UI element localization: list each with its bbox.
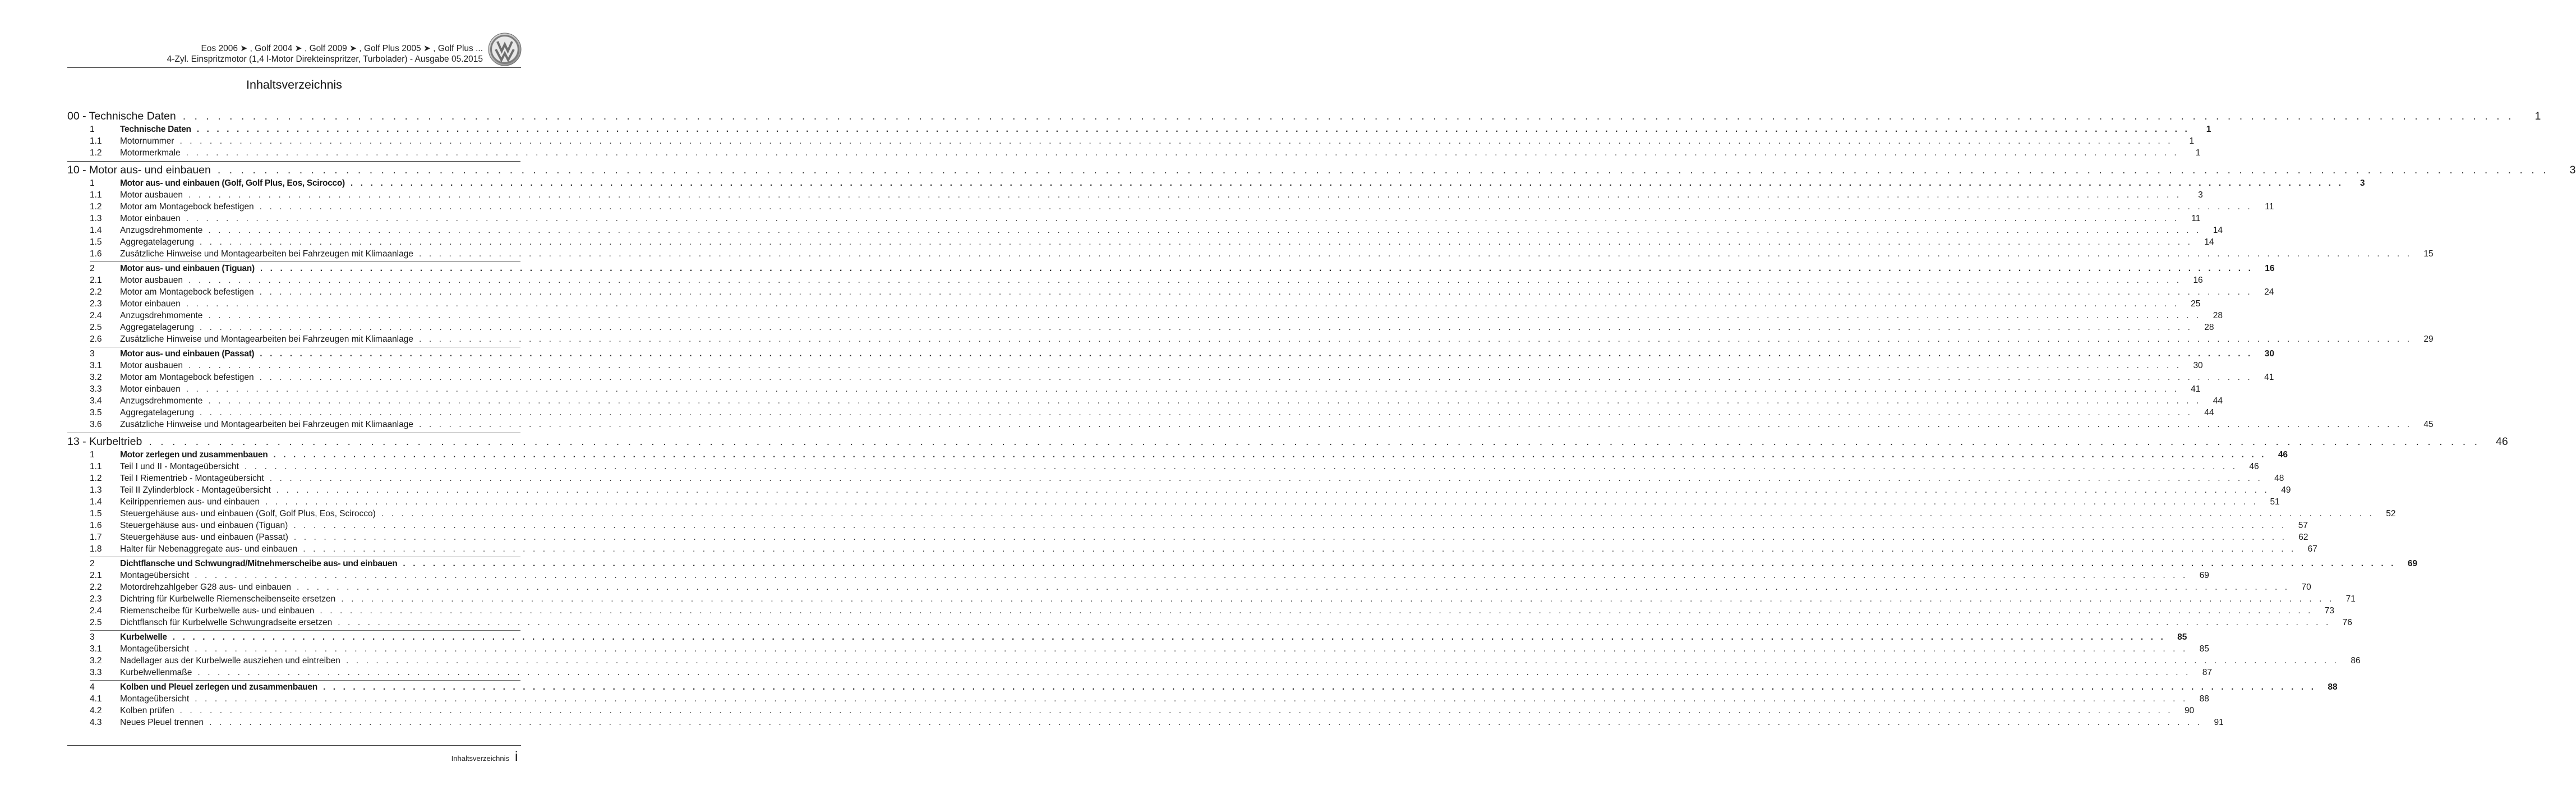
toc-page-number: 88 bbox=[2199, 694, 2209, 704]
toc-label: Kolben und Pleuel zerlegen und zusammenbauen bbox=[120, 682, 317, 692]
toc-label: Teil II Zylinderblock - Montageübersicht bbox=[120, 485, 271, 495]
toc-page-number: 16 bbox=[2265, 264, 2275, 273]
dot-leader: . . . . . . . . . . . . . . . . . . . . . . . . . . . . . . . . . . . . . . . . . . . . . . . . . . . . . . . . . . . . . . . . . . . . . . . . . . . . . . . . . . . . . . . . . . . . . . . . . . . . . . . . . . . . . . . . . . . . . . . . . . . . . . . . . . . . . . . . . . . . . . . . . . . . . . . . . . . . . . . . . . . . . . . . . . . . . . . . . . . . . . . . . . . . . . . . . . . . . . . . bbox=[338, 618, 2331, 627]
dot-leader: . . . . . . . . . . . . . . . . . . . . . . . . . . . . . . . . . . . . . . . . . . . . . . . . . . . . . . . . . . . . . . . . . . . . . . . . . . . . . . . . . . . . . . . . . . . . . . . . . . . . . . . . . . . . . . . . . . . . . . . . . . . . . . . . . . . . . . . . . . . . . . . . . . . . . . . . . . . . . . . . . . . . . . . . . . . . . . . . . . . . . . . . . . . . . . . . . . . . . . . . bbox=[419, 334, 2412, 344]
dot-leader: . . . . . . . . . . . . . . . . . . . . . . . . . . . . . . . . . . . . . . . . . . . . . . . . . . . . . . . . . . . . . . . . . . . . . . . . . . . . . . . . . . . . . . . . . . . . . . . . . . . . . . . . . . . . . . . . . . . . . . . . . . . . . . . . . . . . . . . . . . . . . . . . . . . . . . . . . . . . . . . . . . . . . . . . . . . . . . . . . . . . . . . . . . . . . . . . . . . . . . . . bbox=[217, 164, 2549, 176]
footer-label: Inhaltsverzeichnis bbox=[451, 754, 509, 763]
dot-leader: . . . . . . . . . . . . . . . . . . . . . . . . . . . . . . . . . . . . . . . . . . . . . . . . . . . . . . . . . . . . . . . . . . . . . . . . . . . . . . . . . . . . . . . . . . . . . . . . . . . . . . . . . . . . . . . . . . . . . . . . . . . . . . . . . . . . . . . . . . . . . . . . . . . . . . . . . . . . . . . . . . . . . . . . . . . . . . . . . . . . . . . . . . . . . . . . . . . . . . . . bbox=[297, 582, 2290, 592]
footer-divider bbox=[67, 745, 521, 746]
toc-entry[interactable] bbox=[67, 395, 2223, 407]
toc-number: 3.1 bbox=[90, 644, 102, 654]
toc-label: Aggregatelagerung bbox=[120, 408, 194, 417]
toc-page-number: 15 bbox=[2423, 249, 2434, 259]
toc-entry[interactable] bbox=[67, 310, 2223, 322]
toc-label: Nadellager aus der Kurbelwelle ausziehen und eintreiben bbox=[120, 656, 340, 666]
section-divider bbox=[90, 261, 520, 262]
toc-entry[interactable] bbox=[67, 286, 2274, 298]
toc-label: Montageübersicht bbox=[120, 571, 190, 580]
toc-number: 4 bbox=[90, 682, 95, 692]
toc-page-number: 69 bbox=[2407, 559, 2418, 568]
toc-page-number: 46 bbox=[2278, 450, 2288, 460]
toc-number: 1 bbox=[90, 450, 95, 460]
toc-page-number: 76 bbox=[2342, 618, 2352, 627]
dot-leader: . . . . . . . . . . . . . . . . . . . . . . . . . . . . . . . . . . . . . . . . . . . . . . . . . . . . . . . . . . . . . . . . . . . . . . . . . . . . . . . . . . . . . . . . . . . . . . . . . . . . . . . . . . . . . . . . . . . . . . . . . . . . . . . . . . . . . . . . . . . . . . . . . . . . . . . . . . . . . . . . . . . . . . . . . . . . . . . . . . . . . . . . . . . . . . . . . . . . . . . . bbox=[186, 299, 2179, 309]
toc-label: Aggregatelagerung bbox=[120, 237, 194, 247]
toc-label: Technische Daten bbox=[120, 125, 191, 134]
toc-page-number: 28 bbox=[2204, 323, 2214, 332]
toc-number: 1 bbox=[90, 178, 95, 188]
header-engine-line: 4-Zyl. Einspritzmotor (1,4 l-Motor Direkteinspritzer, Turbolader) - Ausgabe 05.2015 bbox=[167, 54, 483, 64]
toc-entry[interactable] bbox=[67, 333, 2434, 345]
dot-leader: . . . . . . . . . . . . . . . . . . . . . . . . . . . . . . . . . . . . . . . . . . . . . . . . . . . . . . . . . . . . . . . . . . . . . . . . . . . . . . . . . . . . . . . . . . . . . . . . . . . . . . . . . . . . . . . . . . . . . . . . . . . . . . . . . . . . . . . . . . . . . . . . . . . . . . . . . . . . . . . . . . . . . . . . . . . . . . . . . . . . . . . . . . . . . . . . . . . . . . . . bbox=[208, 226, 2201, 235]
toc-entry[interactable] bbox=[67, 570, 2209, 581]
dot-leader: . . . . . . . . . . . . . . . . . . . . . . . . . . . . . . . . . . . . . . . . . . . . . . . . . . . . . . . . . . . . . . . . . . . . . . . . . . . . . . . . . . . . . . . . . . . . . . . . . . . . . . . . . . . . . . . . . . . . . . . . . . . . . . . . . . . . . . . . . . . . . . . . . . . . . . . . . . . . . . . . . . . . . . . . . . . . . . . . . . . . . . . . . . . . . . . . . . . . . . . . bbox=[403, 559, 2397, 568]
toc-entry[interactable] bbox=[67, 643, 2209, 655]
toc-number: 1.4 bbox=[90, 497, 102, 507]
toc-number: 2.4 bbox=[90, 311, 102, 320]
toc-label: Zusätzliche Hinweise und Montagearbeiten bei Fahrzeugen mit Klimaanlage bbox=[120, 420, 413, 429]
toc-page-number: 90 bbox=[2184, 706, 2195, 715]
toc-number: 1.1 bbox=[90, 190, 102, 200]
toc-page-number: 41 bbox=[2191, 384, 2201, 394]
dot-leader: . . . . . . . . . . . . . . . . . . . . . . . . . . . . . . . . . . . . . . . . . . . . . . . . . . . . . . . . . . . . . . . . . . . . . . . . . . . . . . . . . . . . . . . . . . . . . . . . . . . . . . . . . . . . . . . . . . . . . . . . . . . . . . . . . . . . . . . . . . . . . . . . . . . . . . . . . . . . . . . . . . . . . . . . . . . . . . . . . . . . . . . . . . . . . . . . . . . . . . . . bbox=[172, 632, 2166, 642]
toc-entry[interactable] bbox=[67, 213, 2201, 224]
toc-section[interactable] bbox=[67, 449, 2288, 461]
toc-number: 1 bbox=[90, 125, 95, 134]
toc-number: 1.4 bbox=[90, 226, 102, 235]
toc-number: 1.1 bbox=[90, 462, 102, 471]
dot-leader: . . . . . . . . . . . . . . . . . . . . . . . . . . . . . . . . . . . . . . . . . . . . . . . . . . . . . . . . . . . . . . . . . . . . . . . . . . . . . . . . . . . . . . . . . . . . . . . . . . . . . . . . . . . . . . . . . . . . . . . . . . . . . . . . . . . . . . . . . . . . . . . . . . . . . . . . . . . . . . . . . . . . . . . . . . . . . . . . . . . . . . . . . . . . . . . . . . . . . . . . bbox=[188, 276, 2182, 285]
toc-label: Motor ausbauen bbox=[120, 190, 183, 200]
toc-label: Dichtring für Kurbelwelle Riemenscheibenseite ersetzen bbox=[120, 594, 336, 604]
toc-entry[interactable] bbox=[67, 461, 2259, 472]
toc-page-number: 14 bbox=[2213, 226, 2223, 235]
toc-number: 3.4 bbox=[90, 396, 102, 406]
toc-label: Motor aus- und einbauen (Tiguan) bbox=[120, 264, 255, 273]
toc-page-number: 3 bbox=[2569, 164, 2576, 176]
toc-entry[interactable] bbox=[67, 407, 2214, 419]
toc-page-number: 57 bbox=[2298, 521, 2308, 530]
toc-number: 2.5 bbox=[90, 618, 102, 627]
chapter-divider bbox=[67, 161, 520, 162]
toc-page-number: 67 bbox=[2307, 544, 2317, 554]
toc-label: Teil I Riementrieb - Montageübersicht bbox=[120, 474, 264, 483]
toc-page-number: 85 bbox=[2199, 644, 2209, 654]
toc-entry[interactable] bbox=[67, 520, 2308, 531]
toc-number: 2.2 bbox=[90, 287, 102, 297]
toc-label: Motor ausbauen bbox=[120, 361, 183, 370]
toc-number: 2.1 bbox=[90, 571, 102, 580]
dot-leader: . . . . . . . . . . . . . . . . . . . . . . . . . . . . . . . . . . . . . . . . . . . . . . . . . . . . . . . . . . . . . . . . . . . . . . . . . . . . . . . . . . . . . . . . . . . . . . . . . . . . . . . . . . . . . . . . . . . . . . . . . . . . . . . . . . . . . . . . . . . . . . . . . . . . . . . . . . . . . . . . . . . . . . . . . . . . . . . . . . . . . . . . . . . . . . . . . . . . . . . . bbox=[350, 178, 2344, 188]
toc-label: 13 - Kurbeltrieb bbox=[67, 435, 142, 448]
toc-page-number: 16 bbox=[2193, 276, 2203, 285]
toc-label: Motor zerlegen und zusammenbauen bbox=[120, 450, 268, 460]
toc-number: 4.3 bbox=[90, 718, 102, 727]
toc-entry[interactable] bbox=[67, 593, 2356, 605]
toc-page-number: 69 bbox=[2199, 571, 2209, 580]
toc-label: Keilrippenriemen aus- und einbauen bbox=[120, 497, 260, 507]
dot-leader: . . . . . . . . . . . . . . . . . . . . . . . . . . . . . . . . . . . . . . . . . . . . . . . . . . . . . . . . . . . . . . . . . . . . . . . . . . . . . . . . . . . . . . . . . . . . . . . . . . . . . . . . . . . . . . . . . . . . . . . . . . . . . . . . . . . . . . . . . . . . . . . . . . . . . . . . . . . . . . . . . . . . . . . . . . . . . . . . . . . . . . . . . . . . . . . . . . . . . . . . bbox=[273, 450, 2267, 460]
toc-chapter[interactable] bbox=[67, 163, 2576, 177]
dot-leader: . . . . . . . . . . . . . . . . . . . . . . . . . . . . . . . . . . . . . . . . . . . . . . . . . . . . . . . . . . . . . . . . . . . . . . . . . . . . . . . . . . . . . . . . . . . . . . . . . . . . . . . . . . . . . . . . . . . . . . . . . . . . . . . . . . . . . . . . . . . . . . . . . . . . . . . . . . . . . . . . . . . . . . . . . . . . . . . . . . . . . . . . . . . . . . . . . . . . . . . . bbox=[269, 474, 2263, 483]
toc-entry[interactable] bbox=[67, 543, 2317, 555]
toc-page-number: 49 bbox=[2281, 485, 2291, 495]
toc-page-number: 44 bbox=[2204, 408, 2214, 417]
toc-label: Riemenscheibe für Kurbelwelle aus- und einbauen bbox=[120, 606, 315, 616]
toc-entry[interactable] bbox=[67, 322, 2214, 333]
table-of-contents bbox=[67, 109, 2576, 728]
toc-number: 1.2 bbox=[90, 202, 102, 212]
dot-leader: . . . . . . . . . . . . . . . . . . . . . . . . . . . . . . . . . . . . . . . . . . . . . . . . . . . . . . . . . . . . . . . . . . . . . . . . . . . . . . . . . . . . . . . . . . . . . . . . . . . . . . . . . . . . . . . . . . . . . . . . . . . . . . . . . . . . . . . . . . . . . . . . . . . . . . . . . . . . . . . . . . . . . . . . . . . . . . . . . . . . . . . . . . . . . . . . . . . . . . . . bbox=[259, 287, 2253, 297]
toc-label: Anzugsdrehmomente bbox=[120, 396, 203, 406]
toc-page-number: 88 bbox=[2328, 682, 2338, 692]
toc-page-number: 1 bbox=[2195, 148, 2201, 158]
toc-number: 3.6 bbox=[90, 420, 102, 429]
toc-page-number: 28 bbox=[2213, 311, 2223, 320]
toc-number: 1.2 bbox=[90, 148, 102, 158]
toc-label: Motor aus- und einbauen (Passat) bbox=[120, 349, 255, 359]
toc-label: Halter für Nebenaggregate aus- und einbauen bbox=[120, 544, 298, 554]
toc-page-number: 11 bbox=[2191, 214, 2201, 223]
toc-label: Motormerkmale bbox=[120, 148, 181, 158]
toc-number: 2.5 bbox=[90, 323, 102, 332]
toc-label: Motor am Montagebock befestigen bbox=[120, 287, 254, 297]
toc-label: 00 - Technische Daten bbox=[67, 110, 176, 122]
dot-leader: . . . . . . . . . . . . . . . . . . . . . . . . . . . . . . . . . . . . . . . . . . . . . . . . . . . . . . . . . . . . . . . . . . . . . . . . . . . . . . . . . . . . . . . . . . . . . . . . . . . . . . . . . . . . . . . . . . . . . . . . . . . . . . . . . . . . . . . . . . . . . . . . . . . . . . . . . . . . . . . . . . . . . . . . . . . . . . . . . . . . . . . . . . . . . . . . . . . . . . . . bbox=[179, 136, 2173, 146]
footer-page-number: i bbox=[515, 749, 518, 764]
dot-leader: . . . . . . . . . . . . . . . . . . . . . . . . . . . . . . . . . . . . . . . . . . . . . . . . . . . . . . . . . . . . . . . . . . . . . . . . . . . . . . . . . . . . . . . . . . . . . . . . . . . . . . . . . . . . . . . . . . . . . . . . . . . . . . . . . . . . . . . . . . . . . . . . . . . . . . . . . . . . . . . . . . . . . . . . . . . . . . . . . . . . . . . . . . . . . . . . . . . . . . . . bbox=[381, 509, 2375, 518]
document-header bbox=[67, 43, 483, 65]
toc-chapter[interactable] bbox=[67, 434, 2508, 449]
toc-entry[interactable] bbox=[67, 655, 2361, 667]
toc-number: 4.2 bbox=[90, 706, 102, 715]
toc-section[interactable] bbox=[67, 123, 2211, 135]
toc-number: 2 bbox=[90, 264, 95, 273]
toc-label: Dichtflansche und Schwungrad/Mitnehmerscheibe aus- und einbauen bbox=[120, 559, 398, 568]
toc-section[interactable] bbox=[67, 263, 2275, 274]
toc-page-number: 1 bbox=[2189, 136, 2195, 146]
toc-entry[interactable] bbox=[67, 147, 2201, 159]
toc-number: 4.1 bbox=[90, 694, 102, 704]
toc-page-number: 73 bbox=[2324, 606, 2335, 616]
toc-number: 1.5 bbox=[90, 509, 102, 518]
toc-label: Montageübersicht bbox=[120, 644, 190, 654]
toc-page-number: 30 bbox=[2193, 361, 2203, 370]
toc-page-number: 24 bbox=[2264, 287, 2274, 297]
toc-label: 10 - Motor aus- und einbauen bbox=[67, 164, 211, 176]
dot-leader: . . . . . . . . . . . . . . . . . . . . . . . . . . . . . . . . . . . . . . . . . . . . . . . . . . . . . . . . . . . . . . . . . . . . . . . . . . . . . . . . . . . . . . . . . . . . . . . . . . . . . . . . . . . . . . . . . . . . . . . . . . . . . . . . . . . . . . . . . . . . . . . . . . . . . . . . . . . . . . . . . . . . . . . . . . . . . . . . . . . . . . . . . . . . . . . . . . . . . . . . bbox=[320, 606, 2314, 616]
toc-number: 1.8 bbox=[90, 544, 102, 554]
dot-leader: . . . . . . . . . . . . . . . . . . . . . . . . . . . . . . . . . . . . . . . . . . . . . . . . . . . . . . . . . . . . . . . . . . . . . . . . . . . . . . . . . . . . . . . . . . . . . . . . . . . . . . . . . . . . . . . . . . . . . . . . . . . . . . . . . . . . . . . . . . . . . . . . . . . . . . . . . . . . . . . . . . . . . . . . . . . . . . . . . . . . . . . . . . . . . . . . . . . . . . . . bbox=[276, 485, 2270, 495]
toc-page-number: 48 bbox=[2274, 474, 2284, 483]
toc-entry[interactable] bbox=[67, 383, 2201, 395]
toc-number: 3.1 bbox=[90, 361, 102, 370]
toc-label: Motor aus- und einbauen (Golf, Golf Plus, Eos, Scirocco) bbox=[120, 178, 345, 188]
dot-leader: . . . . . . . . . . . . . . . . . . . . . . . . . . . . . . . . . . . . . . . . . . . . . . . . . . . . . . . . . . . . . . . . . . . . . . . . . . . . . . . . . . . . . . . . . . . . . . . . . . . . . . . . . . . . . . . . . . . . . . . . . . . . . . . . . . . . . . . . . . . . . . . . . . . . . . . . . . . . . . . . . . . . . . . . . . . . . . . . . . . . . . . . . . . . . . . . . . . . . . . . bbox=[199, 323, 2193, 332]
toc-entry[interactable] bbox=[67, 135, 2195, 147]
toc-entry[interactable] bbox=[67, 360, 2203, 371]
dot-leader: . . . . . . . . . . . . . . . . . . . . . . . . . . . . . . . . . . . . . . . . . . . . . . . . . . . . . . . . . . . . . . . . . . . . . . . . . . . . . . . . . . . . . . . . . . . . . . . . . . . . . . . . . . . . . . . . . . . . . . . . . . . . . . . . . . . . . . . . . . . . . . . . . . . . . . . . . . . . . . . . . . . . . . . . . . . . . . . . . . . . . . . . . . . . . . . . . . . . . . . . bbox=[195, 644, 2188, 654]
toc-page-number: 44 bbox=[2213, 396, 2223, 406]
toc-entry[interactable] bbox=[67, 201, 2274, 213]
toc-page-number: 46 bbox=[2249, 462, 2259, 471]
toc-entry[interactable] bbox=[67, 717, 2224, 728]
toc-page-number: 30 bbox=[2264, 349, 2274, 359]
toc-page-number: 85 bbox=[2177, 632, 2187, 642]
toc-page-number: 3 bbox=[2360, 178, 2365, 188]
dot-leader: . . . . . . . . . . . . . . . . . . . . . . . . . . . . . . . . . . . . . . . . . . . . . . . . . . . . . . . . . . . . . . . . . . . . . . . . . . . . . . . . . . . . . . . . . . . . . . . . . . . . . . . . . . . . . . . . . . . . . . . . . . . . . . . . . . . . . . . . . . . . . . . . . . . . . . . . . . . . . . . . . . . . . . . . . . . . . . . . . . . . . . . . . . . . . . . . . . . . . . . . bbox=[188, 361, 2182, 370]
dot-leader: . . . . . . . . . . . . . . . . . . . . . . . . . . . . . . . . . . . . . . . . . . . . . . . . . . . . . . . . . . . . . . . . . . . . . . . . . . . . . . . . . . . . . . . . . . . . . . . . . . . . . . . . . . . . . . . . . . . . . . . . . . . . . . . . . . . . . . . . . . . . . . . . . . . . . . . . . . . . . . . . . . . . . . . . . . . . . . . . . . . . . . . . . . . . . . . . . . . . . . . . bbox=[195, 694, 2188, 704]
toc-page-number: 46 bbox=[2496, 435, 2508, 448]
toc-page-number: 29 bbox=[2423, 334, 2434, 344]
dot-leader: . . . . . . . . . . . . . . . . . . . . . . . . . . . . . . . . . . . . . . . . . . . . . . . . . . . . . . . . . . . . . . . . . . . . . . . . . . . . . . . . . . . . . . . . . . . . . . . . . . . . . . . . . . . . . . . . . . . . . . . . . . . . . . . . . . . . . . . . . . . . . . . . . . . . . . . . . . . . . . . . . . . . . . . . . . . . . . . . . . . . . . . . . . . . . . . . . . . . . . . . bbox=[199, 237, 2193, 247]
toc-page-number: 91 bbox=[2214, 718, 2224, 727]
toc-label: Teil I und II - Montageübersicht bbox=[120, 462, 239, 471]
toc-label: Anzugsdrehmomente bbox=[120, 226, 203, 235]
dot-leader: . . . . . . . . . . . . . . . . . . . . . . . . . . . . . . . . . . . . . . . . . . . . . . . . . . . . . . . . . . . . . . . . . . . . . . . . . . . . . . . . . . . . . . . . . . . . . . . . . . . . . . . . . . . . . . . . . . . . . . . . . . . . . . . . . . . . . . . . . . . . . . . . . . . . . . . . . . . . . . . . . . . . . . . . . . . . . . . . . . . . . . . . . . . . . . . . . . . . . . . . bbox=[259, 373, 2253, 382]
toc-entry[interactable] bbox=[67, 693, 2209, 705]
dot-leader: . . . . . . . . . . . . . . . . . . . . . . . . . . . . . . . . . . . . . . . . . . . . . . . . . . . . . . . . . . . . . . . . . . . . . . . . . . . . . . . . . . . . . . . . . . . . . . . . . . . . . . . . . . . . . . . . . . . . . . . . . . . . . . . . . . . . . . . . . . . . . . . . . . . . . . . . . . . . . . . . . . . . . . . . . . . . . . . . . . . . . . . . . . . . . . . . . . . . . . . . bbox=[186, 384, 2179, 394]
toc-section[interactable] bbox=[67, 348, 2274, 360]
toc-number: 2.2 bbox=[90, 582, 102, 592]
toc-number: 1.1 bbox=[90, 136, 102, 146]
dot-leader: . . . . . . . . . . . . . . . . . . . . . . . . . . . . . . . . . . . . . . . . . . . . . . . . . . . . . . . . . . . . . . . . . . . . . . . . . . . . . . . . . . . . . . . . . . . . . . . . . . . . . . . . . . . . . . . . . . . . . . . . . . . . . . . . . . . . . . . . . . . . . . . . . . . . . . . . . . . . . . . . . . . . . . . . . . . . . . . . . . . . . . . . . . . . . . . . . . . . . . . . bbox=[186, 148, 2179, 158]
dot-leader: . . . . . . . . . . . . . . . . . . . . . . . . . . . . . . . . . . . . . . . . . . . . . . . . . . . . . . . . . . . . . . . . . . . . . . . . . . . . . . . . . . . . . . . . . . . . . . . . . . . . . . . . . . . . . . . . . . . . . . . . . . . . . . . . . . . . . . . . . . . . . . . . . . . . . . . . . . . . . . . . . . . . . . . . . . . . . . . . . . . . . . . . . . . . . . . . . . . . . . . . bbox=[345, 656, 2339, 666]
toc-label: Steuergehäuse aus- und einbauen (Passat) bbox=[120, 533, 288, 542]
toc-number: 1.3 bbox=[90, 485, 102, 495]
toc-number: 2.6 bbox=[90, 334, 102, 344]
toc-page-number: 62 bbox=[2298, 533, 2308, 542]
dot-leader: . . . . . . . . . . . . . . . . . . . . . . . . . . . . . . . . . . . . . . . . . . . . . . . . . . . . . . . . . . . . . . . . . . . . . . . . . . . . . . . . . . . . . . . . . . . . . . . . . . . . . . . . . . . . . . . . . . . . . . . . . . . . . . . . . . . . . . . . . . . . . . . . . . . . . . . . . . . . . . . . . . . . . . . . . . . . . . . . . . . . . . . . . . . . . . . . . . . . . . . . bbox=[303, 544, 2296, 554]
toc-label: Dichtflansch für Kurbelwelle Schwungradseite ersetzen bbox=[120, 618, 333, 627]
toc-page-number: 1 bbox=[2206, 125, 2211, 134]
toc-entry[interactable] bbox=[67, 248, 2434, 260]
toc-entry[interactable] bbox=[67, 508, 2396, 520]
toc-number: 3 bbox=[90, 632, 95, 642]
dot-leader: . . . . . . . . . . . . . . . . . . . . . . . . . . . . . . . . . . . . . . . . . . . . . . . . . . . . . . . . . . . . . . . . . . . . . . . . . . . . . . . . . . . . . . . . . . . . . . . . . . . . . . . . . . . . . . . . . . . . . . . . . . . . . . . . . . . . . . . . . . . . . . . . . . . . . . . . . . . . . . . . . . . . . . . . . . . . . . . . . . . . . . . . . . . . . . . . . . . . . . . . bbox=[188, 190, 2182, 200]
toc-number: 3 bbox=[90, 349, 95, 359]
toc-number: 2.4 bbox=[90, 606, 102, 616]
toc-label: Steuergehäuse aus- und einbauen (Tiguan) bbox=[120, 521, 288, 530]
dot-leader: . . . . . . . . . . . . . . . . . . . . . . . . . . . . . . . . . . . . . . . . . . . . . . . . . . . . . . . . . . . . . . . . . . . . . . . . . . . . . . . . . . . . . . . . . . . . . . . . . . . . . . . . . . . . . . . . . . . . . . . . . . . . . . . . . . . . . . . . . . . . . . . . . . . . . . . . . . . . . . . . . . . . . . . . . . . . . . . . . . . . . . . . . . . . . . . . . . . . . . . . bbox=[195, 571, 2188, 580]
dot-leader: . . . . . . . . . . . . . . . . . . . . . . . . . . . . . . . . . . . . . . . . . . . . . . . . . . . . . . . . . . . . . . . . . . . . . . . . . . . . . . . . . . . . . . . . . . . . . . . . . . . . . . . . . . . . . . . . . . . . . . . . . . . . . . . . . . . . . . . . . . . . . . . . . . . . . . . . . . . . . . . . . . . . . . . . . . . . . . . . . . . . . . . . . . . . . . . . . . . . . . . . bbox=[209, 718, 2202, 727]
toc-page-number: 25 bbox=[2191, 299, 2201, 309]
toc-number: 3.5 bbox=[90, 408, 102, 417]
toc-number: 3.3 bbox=[90, 668, 102, 677]
toc-entry[interactable] bbox=[67, 531, 2308, 543]
dot-leader: . . . . . . . . . . . . . . . . . . . . . . . . . . . . . . . . . . . . . . . . . . . . . . . . . . . . . . . . . . . . . . . . . . . . . . . . . . . . . . . . . . . . . . . . . . . . . . . . . . . . . . . . . . . . . . . . . . . . . . . . . . . . . . . . . . . . . . . . . . . . . . . . . . . . . . . . . . . . . . . . . . . . . . . . . . . . . . . . . . . . . . . . . . . . . . . . . . . . . . . . bbox=[265, 497, 2259, 507]
dot-leader: . . . . . . . . . . . . . . . . . . . . . . . . . . . . . . . . . . . . . . . . . . . . . . . . . . . . . . . . . . . . . . . . . . . . . . . . . . . . . . . . . . . . . . . . . . . . . . . . . . . . . . . . . . . . . . . . . . . . . . . . . . . . . . . . . . . . . . . . . . . . . . . . . . . . . . . . . . . . . . . . . . . . . . . . . . . . . . . . . . . . . . . . . . . . . . . . . . . . . . . . bbox=[259, 202, 2253, 212]
toc-label: Motor am Montagebock befestigen bbox=[120, 202, 254, 212]
toc-page-number: 86 bbox=[2351, 656, 2361, 666]
toc-entry[interactable] bbox=[67, 484, 2291, 496]
toc-label: Motor einbauen bbox=[120, 214, 181, 223]
toc-page-number: 1 bbox=[2534, 110, 2541, 122]
dot-leader: . . . . . . . . . . . . . . . . . . . . . . . . . . . . . . . . . . . . . . . . . . . . . . . . . . . . . . . . . . . . . . . . . . . . . . . . . . . . . . . . . . . . . . . . . . . . . . . . . . . . . . . . . . . . . . . . . . . . . . . . . . . . . . . . . . . . . . . . . . . . . . . . . . . . . . . . . . . . . . . . . . . . . . . . . . . . . . . . . . . . . . . . . . . . . . . . . . . . . . . . bbox=[179, 706, 2173, 715]
dot-leader: . . . . . . . . . . . . . . . . . . . . . . . . . . . . . . . . . . . . . . . . . . . . . . . . . . . . . . . . . . . . . . . . . . . . . . . . . . . . . . . . . . . . . . . . . . . . . . . . . . . . . . . . . . . . . . . . . . . . . . . . . . . . . . . . . . . . . . . . . . . . . . . . . . . . . . . . . . . . . . . . . . . . . . . . . . . . . . . . . . . . . . . . . . . . . . . . . . . . . . . . bbox=[260, 349, 2253, 359]
dot-leader: . . . . . . . . . . . . . . . . . . . . . . . . . . . . . . . . . . . . . . . . . . . . . . . . . . . . . . . . . . . . . . . . . . . . . . . . . . . . . . . . . . . . . . . . . . . . . . . . . . . . . . . . . . . . . . . . . . . . . . . . . . . . . . . . . . . . . . . . . . . . . . . . . . . . . . . . . . . . . . . . . . . . . . . . . . . . . . . . . . . . . . . . . . . . . . . . . . . . . . . . bbox=[208, 396, 2201, 406]
header-divider bbox=[67, 67, 521, 68]
toc-page-number: 11 bbox=[2265, 202, 2274, 212]
toc-entry[interactable] bbox=[67, 189, 2203, 201]
dot-leader: . . . . . . . . . . . . . . . . . . . . . . . . . . . . . . . . . . . . . . . . . . . . . . . . . . . . . . . . . . . . . . . . . . . . . . . . . . . . . . . . . . . . . . . . . . . . . . . . . . . . . . . . . . . . . . . . . . . . . . . . . . . . . . . . . . . . . . . . . . . . . . . . . . . . . . . . . . . . . . . . . . . . . . . . . . . . . . . . . . . . . . . . . . . . . . . . . . . . . . . . bbox=[419, 420, 2412, 429]
toc-number: 3.3 bbox=[90, 384, 102, 394]
toc-number: 2.3 bbox=[90, 299, 102, 309]
toc-number: 1.6 bbox=[90, 521, 102, 530]
toc-entry[interactable] bbox=[67, 496, 2280, 508]
toc-number: 2 bbox=[90, 559, 95, 568]
toc-page-number: 51 bbox=[2270, 497, 2280, 507]
dot-leader: . . . . . . . . . . . . . . . . . . . . . . . . . . . . . . . . . . . . . . . . . . . . . . . . . . . . . . . . . . . . . . . . . . . . . . . . . . . . . . . . . . . . . . . . . . . . . . . . . . . . . . . . . . . . . . . . . . . . . . . . . . . . . . . . . . . . . . . . . . . . . . . . . . . . . . . . . . . . . . . . . . . . . . . . . . . . . . . . . . . . . . . . . . . . . . . . . . . . . . . . bbox=[208, 311, 2201, 320]
toc-entry[interactable] bbox=[67, 419, 2434, 430]
toc-label: Motornummer bbox=[120, 136, 174, 146]
header-models-line: Eos 2006 ➤ , Golf 2004 ➤ , Golf 2009 ➤ , Golf Plus 2005 ➤ , Golf Plus ... bbox=[201, 44, 483, 53]
toc-number: 1.7 bbox=[90, 533, 102, 542]
toc-section[interactable] bbox=[67, 558, 2418, 570]
dot-leader: . . . . . . . . . . . . . . . . . . . . . . . . . . . . . . . . . . . . . . . . . . . . . . . . . . . . . . . . . . . . . . . . . . . . . . . . . . . . . . . . . . . . . . . . . . . . . . . . . . . . . . . . . . . . . . . . . . . . . . . . . . . . . . . . . . . . . . . . . . . . . . . . . . . . . . . . . . . . . . . . . . . . . . . . . . . . . . . . . . . . . . . . . . . . . . . . . . . . . . . . bbox=[341, 594, 2334, 604]
toc-number: 1.3 bbox=[90, 214, 102, 223]
toc-entry[interactable] bbox=[67, 224, 2223, 236]
toc-entry[interactable] bbox=[67, 667, 2213, 678]
toc-number: 3.2 bbox=[90, 656, 102, 666]
section-divider bbox=[90, 680, 520, 681]
dot-leader: . . . . . . . . . . . . . . . . . . . . . . . . . . . . . . . . . . . . . . . . . . . . . . . . . . . . . . . . . . . . . . . . . . . . . . . . . . . . . . . . . . . . . . . . . . . . . . . . . . . . . . . . . . . . . . . . . . . . . . . . . . . . . . . . . . . . . . . . . . . . . . . . . . . . . . . . . . . . . . . . . . . . . . . . . . . . . . . . . . . . . . . . . . . . . . . . . . . . . . . . bbox=[322, 682, 2316, 692]
toc-section[interactable] bbox=[67, 177, 2365, 189]
toc-entry[interactable] bbox=[67, 274, 2203, 286]
dot-leader: . . . . . . . . . . . . . . . . . . . . . . . . . . . . . . . . . . . . . . . . . . . . . . . . . . . . . . . . . . . . . . . . . . . . . . . . . . . . . . . . . . . . . . . . . . . . . . . . . . . . . . . . . . . . . . . . . . . . . . . . . . . . . . . . . . . . . . . . . . . . . . . . . . . . . . . . . . . . . . . . . . . . . . . . . . . . . . . . . . . . . . . . . . . . . . . . . . . . . . . . bbox=[199, 408, 2193, 417]
dot-leader: . . . . . . . . . . . . . . . . . . . . . . . . . . . . . . . . . . . . . . . . . . . . . . . . . . . . . . . . . . . . . . . . . . . . . . . . . . . . . . . . . . . . . . . . . . . . . . . . . . . . . . . . . . . . . . . . . . . . . . . . . . . . . . . . . . . . . . . . . . . . . . . . . . . . . . . . . . . . . . . . . . . . . . . . . . . . . . . . . . . . . . . . . . . . . . . . . . . . . . . . bbox=[260, 264, 2254, 273]
toc-label: Motor einbauen bbox=[120, 384, 181, 394]
toc-label: Steuergehäuse aus- und einbauen (Golf, Golf Plus, Eos, Scirocco) bbox=[120, 509, 376, 518]
toc-number: 3.2 bbox=[90, 373, 102, 382]
dot-leader: . . . . . . . . . . . . . . . . . . . . . . . . . . . . . . . . . . . . . . . . . . . . . . . . . . . . . . . . . . . . . . . . . . . . . . . . . . . . . . . . . . . . . . . . . . . . . . . . . . . . . . . . . . . . . . . . . . . . . . . . . . . . . . . . . . . . . . . . . . . . . . . . . . . . . . . . . . . . . . . . . . . . . . . . . . . . . . . . . . . . . . . . . . . . . . . . . . . . . . . . bbox=[182, 110, 2514, 122]
toc-entry[interactable] bbox=[67, 617, 2352, 628]
toc-label: Motor einbauen bbox=[120, 299, 181, 309]
toc-chapter[interactable] bbox=[67, 109, 2541, 123]
toc-entry[interactable] bbox=[67, 236, 2214, 248]
toc-section[interactable] bbox=[67, 631, 2187, 643]
toc-label: Montageübersicht bbox=[120, 694, 190, 704]
toc-label: Motor am Montagebock befestigen bbox=[120, 373, 254, 382]
toc-page-number: 71 bbox=[2345, 594, 2356, 604]
toc-entry[interactable] bbox=[67, 298, 2201, 310]
toc-page-number: 70 bbox=[2301, 582, 2311, 592]
dot-leader: . . . . . . . . . . . . . . . . . . . . . . . . . . . . . . . . . . . . . . . . . . . . . . . . . . . . . . . . . . . . . . . . . . . . . . . . . . . . . . . . . . . . . . . . . . . . . . . . . . . . . . . . . . . . . . . . . . . . . . . . . . . . . . . . . . . . . . . . . . . . . . . . . . . . . . . . . . . . . . . . . . . . . . . . . . . . . . . . . . . . . . . . . . . . . . . . . . . . . . . . bbox=[419, 249, 2412, 259]
dot-leader: . . . . . . . . . . . . . . . . . . . . . . . . . . . . . . . . . . . . . . . . . . . . . . . . . . . . . . . . . . . . . . . . . . . . . . . . . . . . . . . . . . . . . . . . . . . . . . . . . . . . . . . . . . . . . . . . . . . . . . . . . . . . . . . . . . . . . . . . . . . . . . . . . . . . . . . . . . . . . . . . . . . . . . . . . . . . . . . . . . . . . . . . . . . . . . . . . . . . . . . . bbox=[293, 533, 2287, 542]
toc-entry[interactable] bbox=[67, 605, 2335, 617]
dot-leader: . . . . . . . . . . . . . . . . . . . . . . . . . . . . . . . . . . . . . . . . . . . . . . . . . . . . . . . . . . . . . . . . . . . . . . . . . . . . . . . . . . . . . . . . . . . . . . . . . . . . . . . . . . . . . . . . . . . . . . . . . . . . . . . . . . . . . . . . . . . . . . . . . . . . . . . . . . . . . . . . . . . . . . . . . . . . . . . . . . . . . . . . . . . . . . . . . . . . . . . . bbox=[197, 668, 2191, 677]
toc-section[interactable] bbox=[67, 681, 2338, 693]
dot-leader: . . . . . . . . . . . . . . . . . . . . . . . . . . . . . . . . . . . . . . . . . . . . . . . . . . . . . . . . . . . . . . . . . . . . . . . . . . . . . . . . . . . . . . . . . . . . . . . . . . . . . . . . . . . . . . . . . . . . . . . . . . . . . . . . . . . . . . . . . . . . . . . . . . . . . . . . . . . . . . . . . . . . . . . . . . . . . . . . . . . . . . . . . . . . . . . . . . . . . . . . bbox=[244, 462, 2238, 471]
dot-leader: . . . . . . . . . . . . . . . . . . . . . . . . . . . . . . . . . . . . . . . . . . . . . . . . . . . . . . . . . . . . . . . . . . . . . . . . . . . . . . . . . . . . . . . . . . . . . . . . . . . . . . . . . . . . . . . . . . . . . . . . . . . . . . . . . . . . . . . . . . . . . . . . . . . . . . . . . . . . . . . . . . . . . . . . . . . . . . . . . . . . . . . . . . . . . . . . . . . . . . . . bbox=[293, 521, 2287, 530]
toc-label: Neues Pleuel trennen bbox=[120, 718, 204, 727]
toc-label: Zusätzliche Hinweise und Montagearbeiten bei Fahrzeugen mit Klimaanlage bbox=[120, 334, 413, 344]
page-title: Inhaltsverzeichnis bbox=[246, 78, 342, 91]
dot-leader: . . . . . . . . . . . . . . . . . . . . . . . . . . . . . . . . . . . . . . . . . . . . . . . . . . . . . . . . . . . . . . . . . . . . . . . . . . . . . . . . . . . . . . . . . . . . . . . . . . . . . . . . . . . . . . . . . . . . . . . . . . . . . . . . . . . . . . . . . . . . . . . . . . . . . . . . . . . . . . . . . . . . . . . . . . . . . . . . . . . . . . . . . . . . . . . . . . . . . . . . bbox=[149, 435, 2480, 448]
dot-leader: . . . . . . . . . . . . . . . . . . . . . . . . . . . . . . . . . . . . . . . . . . . . . . . . . . . . . . . . . . . . . . . . . . . . . . . . . . . . . . . . . . . . . . . . . . . . . . . . . . . . . . . . . . . . . . . . . . . . . . . . . . . . . . . . . . . . . . . . . . . . . . . . . . . . . . . . . . . . . . . . . . . . . . . . . . . . . . . . . . . . . . . . . . . . . . . . . . . . . . . . bbox=[196, 125, 2190, 134]
toc-entry[interactable] bbox=[67, 472, 2284, 484]
toc-label: Kurbelwellenmaße bbox=[120, 668, 192, 677]
toc-label: Zusätzliche Hinweise und Montagearbeiten bei Fahrzeugen mit Klimaanlage bbox=[120, 249, 413, 259]
toc-label: Kolben prüfen bbox=[120, 706, 174, 715]
dot-leader: . . . . . . . . . . . . . . . . . . . . . . . . . . . . . . . . . . . . . . . . . . . . . . . . . . . . . . . . . . . . . . . . . . . . . . . . . . . . . . . . . . . . . . . . . . . . . . . . . . . . . . . . . . . . . . . . . . . . . . . . . . . . . . . . . . . . . . . . . . . . . . . . . . . . . . . . . . . . . . . . . . . . . . . . . . . . . . . . . . . . . . . . . . . . . . . . . . . . . . . . bbox=[186, 214, 2179, 223]
toc-page-number: 3 bbox=[2198, 190, 2203, 200]
toc-label: Motor ausbauen bbox=[120, 276, 183, 285]
toc-label: Motordrehzahlgeber G28 aus- und einbauen bbox=[120, 582, 292, 592]
toc-number: 2.1 bbox=[90, 276, 102, 285]
toc-number: 2.3 bbox=[90, 594, 102, 604]
toc-number: 1.5 bbox=[90, 237, 102, 247]
toc-page-number: 45 bbox=[2423, 420, 2434, 429]
section-divider bbox=[90, 630, 520, 631]
toc-number: 1.2 bbox=[90, 474, 102, 483]
toc-page-number: 41 bbox=[2264, 373, 2274, 382]
toc-label: Anzugsdrehmomente bbox=[120, 311, 203, 320]
toc-number: 1.6 bbox=[90, 249, 102, 259]
toc-entry[interactable] bbox=[67, 371, 2274, 383]
toc-page-number: 52 bbox=[2386, 509, 2396, 518]
toc-label: Aggregatelagerung bbox=[120, 323, 194, 332]
toc-page-number: 14 bbox=[2204, 237, 2214, 247]
toc-entry[interactable] bbox=[67, 581, 2311, 593]
toc-page-number: 87 bbox=[2202, 668, 2213, 677]
toc-label: Kurbelwelle bbox=[120, 632, 167, 642]
vw-logo-icon bbox=[488, 33, 522, 66]
toc-entry[interactable] bbox=[67, 705, 2195, 717]
